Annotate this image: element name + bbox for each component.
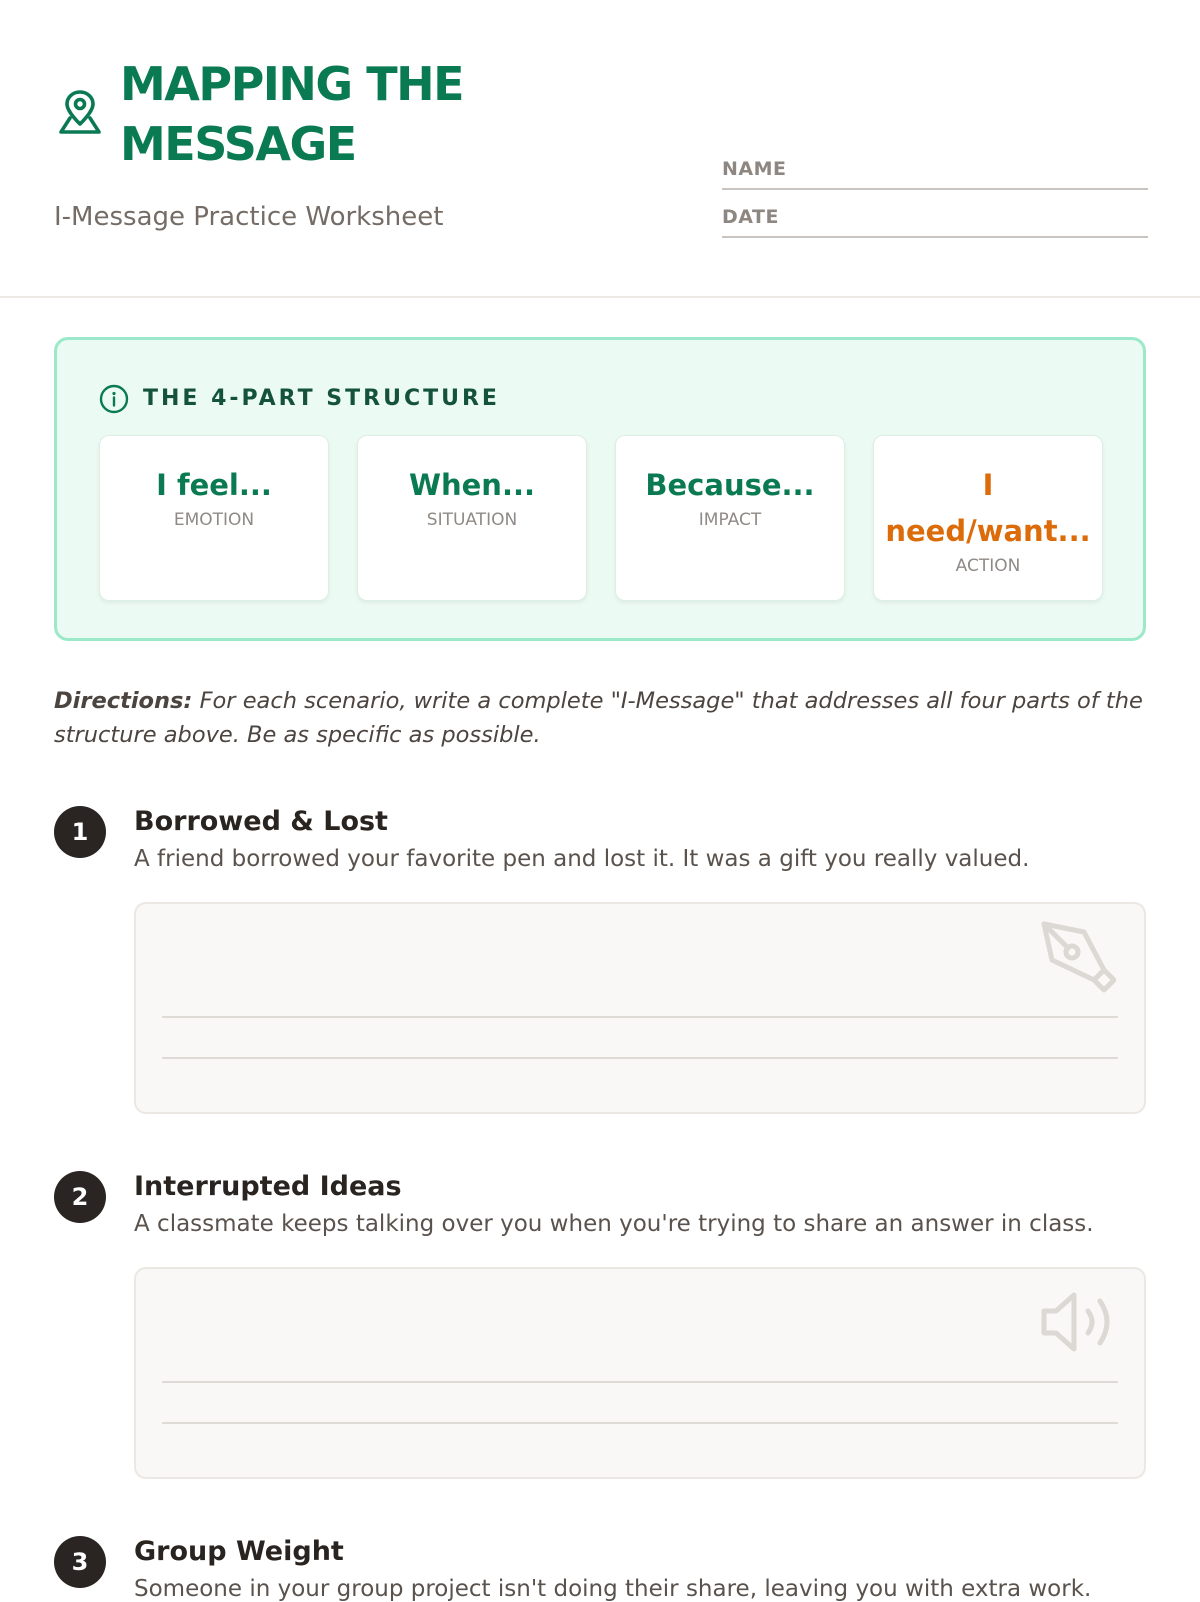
name-field[interactable] [722, 158, 1148, 190]
page-title-line2: MESSAGE [120, 117, 356, 171]
scenario-description: A classmate keeps talking over you when you're trying to share an answer in class. [134, 1211, 1094, 1237]
answer-box[interactable] [134, 1267, 1146, 1479]
pen-nib-icon [1038, 918, 1116, 996]
card-label: When... [409, 468, 535, 502]
answer-line [162, 1422, 1118, 1424]
structure-card-impact [615, 435, 845, 601]
page-title-line1: MAPPING THE [120, 57, 463, 111]
answer-line [162, 1381, 1118, 1383]
card-label: I need/want... [885, 468, 1091, 548]
structure-title: THE 4-PART STRUCTURE [143, 386, 500, 411]
card-label: Because... [645, 468, 815, 502]
map-pin-person-icon [55, 88, 105, 138]
speaker-icon [1038, 1283, 1116, 1361]
scenario-title: Group Weight [134, 1536, 344, 1567]
directions-text: For each scenario, write a complete "I-Message" that addresses all four parts of the structure above. Be as specific as possible. [54, 688, 1143, 748]
structure-panel [54, 337, 1146, 641]
scenario-description: Someone in your group project isn't doing their share, leaving you with extra work. [134, 1576, 1092, 1602]
scenario-title: Borrowed & Lost [134, 806, 388, 837]
directions-lead: Directions: [54, 688, 193, 714]
date-field[interactable] [722, 206, 1148, 238]
info-icon [99, 384, 129, 414]
structure-card-emotion [99, 435, 329, 601]
name-field-label: NAME [722, 158, 787, 180]
card-sublabel: EMOTION [173, 510, 255, 530]
directions [54, 684, 1154, 752]
scenario-number-badge: 3 [54, 1536, 106, 1588]
card-sublabel: ACTION [955, 556, 1021, 576]
scenario-description: A friend borrowed your favorite pen and lost it. It was a gift you really valued. [134, 846, 1030, 872]
worksheet-header [0, 0, 1200, 298]
page-subtitle: I-Message Practice Worksheet [54, 202, 444, 232]
card-sublabel: SITUATION [426, 510, 518, 530]
structure-card-action [873, 435, 1103, 601]
page-title [120, 54, 580, 174]
structure-card-situation [357, 435, 587, 601]
answer-box[interactable] [134, 902, 1146, 1114]
scenario-number-badge: 2 [54, 1171, 106, 1223]
answer-line [162, 1016, 1118, 1018]
scenario-number-badge: 1 [54, 806, 106, 858]
card-sublabel: IMPACT [698, 510, 762, 530]
card-label: I feel... [156, 468, 272, 502]
date-field-label: DATE [722, 206, 779, 228]
answer-line [162, 1057, 1118, 1059]
scenario-title: Interrupted Ideas [134, 1171, 402, 1202]
